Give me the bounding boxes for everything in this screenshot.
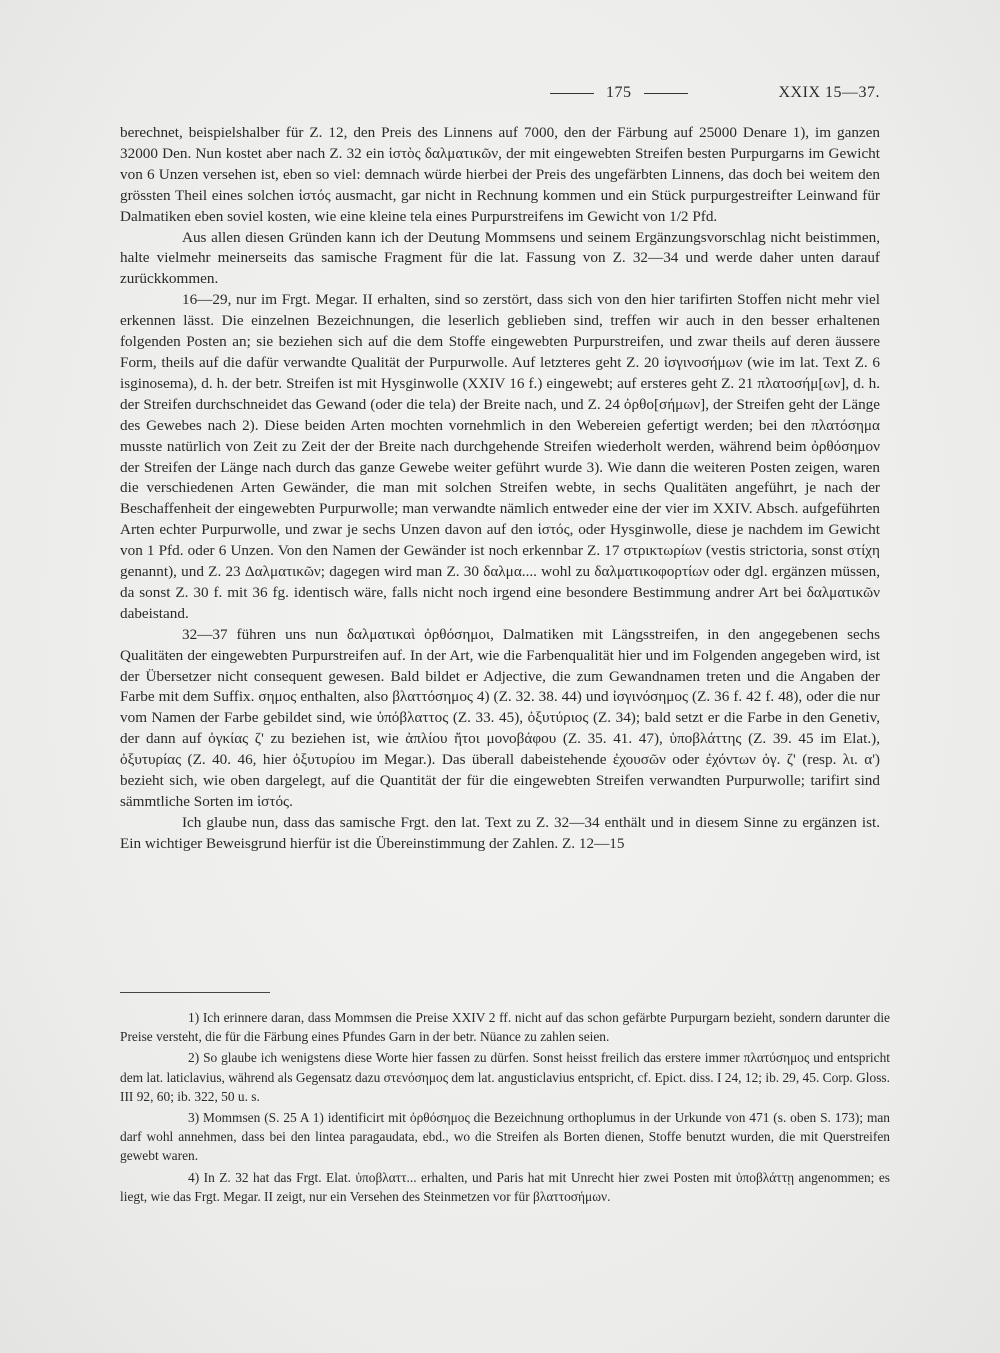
header-rule-left [550, 93, 594, 94]
main-text [120, 123, 880, 855]
page-number: 175 [606, 84, 632, 101]
footnote: 2) So glaube ich wenigstens diese Worte hier fassen zu dürfen. Sonst heisst freilich das erstere immer πλατύσημος und entspricht dem lat. laticlavius, während als Gegensatz dazu στενόσημος dem lat. angusticlavius entspricht, cf. Epict. diss. I 24, 12; ib. 29, 45. Corp. Gloss. III 92, 60; ib. 322, 50 u. s. [120, 1050, 890, 1104]
footnote-separator [120, 992, 270, 993]
footnote: 3) Mommsen (S. 25 A 1) identificirt mit ὀρθόσημος die Bezeichnung orthoplumus in der Urkunde von 471 (s. oben S. 173); man darf wohl annehmen, dass bei den lintea paragaudata, ebd., wo die Streifen als Borten dienen, Stoffe benutzt wurden, die mit Querstreifen gewebt waren. [120, 1110, 890, 1164]
paragraph: Aus allen diesen Gründen kann ich der Deutung Mommsens und seinem Ergänzungsvorschlag nicht beistimmen, halte vielmehr meinerseits das samische Fragment für die lat. Fassung von Z. 32—34 und werde daher unten darauf zurückkommen. [120, 228, 880, 288]
footnote: 1) Ich erinnere daran, dass Mommsen die Preise XXIV 2 ff. nicht auf das schon gefärbte Purpurgarn bezieht, sondern darunter die Preise versteht, die für die Färbung eines Pfundes Garn in der betr. Nüance zu zahlen seien. [120, 1010, 890, 1045]
footnote: 4) In Z. 32 hat das Frgt. Elat. ὑποβλαττ... erhalten, und Paris hat mit Unrecht hier zwei Posten mit ὑποβλάττῃ angenommen; es liegt, wie das Frgt. Megar. II zeigt, nur ein Versehen des Steinmetzen vor für βλαττοσήμων. [120, 1169, 890, 1204]
page-header [120, 84, 880, 106]
header-rule-right [644, 93, 688, 94]
page-number-group [550, 84, 688, 102]
paragraph: berechnet, beispielshalber für Z. 12, den Preis des Linnens auf 7000, den der Färbung auf 25000 Denare 1), im ganzen 32000 Den. Nun kostet aber nach Z. 32 ein ἱστὸς δαλματικῶν, der mit eingewebten Streifen besten Purpurgarns im Gewicht von 6 Unzen versehen ist, eben so viel: demnach würde hierbei der Preis des ungefärbten Linnens, das doch bei weitem den grössten Theil eines solchen ἱστός ausmacht, gar nicht in Rechnung kommen und ein Stück purpurgestreifter Leinwand für Dalmatiken eben soviel kosten, wie eine kleine tela eines Purpurstreifens im Gewicht von 1/2 Pfd. [120, 124, 880, 225]
paragraph: Ich glaube nun, dass das samische Frgt. den lat. Text zu Z. 32—34 enthält und in diesem Sinne zu ergänzen ist. Ein wichtiger Beweisgrund hierfür ist die Übereinstimmung der Zahlen. Z. 12—15 [120, 813, 880, 852]
footnotes [120, 1008, 890, 1208]
running-head: XXIX 15—37. [778, 84, 880, 101]
paragraph: 16—29, nur im Frgt. Megar. II erhalten, sind so zerstört, dass sich von den hier tarifirten Stoffen nicht mehr viel erkennen lässt. Die einzelnen Bezeichnungen, die leserlich geblieben sind, treffen wir auch in den besser erhaltenen folgenden Posten an; sie beziehen sich auf die dem Stoffe eingewebten Purpurstreifen, und zwar theils auf deren äussere Form, theils auf die dafür verwandte Qualität der Purpurwolle. Auf letzteres geht Z. 20 ἰσγινοσήμων (wie im lat. Text Z. 6 isginosema), d. h. der betr. Streifen ist mit Hysginwolle (XXIV 16 f.) eingewebt; auf ersteres geht Z. 21 πλατοσήμ[ων], d. h. der Streifen durchschneidet das Gewand (oder die tela) der Breite nach, und Z. 24 ὀρθο[σήμων], der Streifen geht der Länge des Gewebes nach 2). Diese beiden Arten mochten vornehmlich in den Webereien gefertigt werden; bei den πλατόσημα musste natürlich von Zeit zu Zeit der der Breite nach durchgehende Streifen wiederholt werden, während beim ὀρθόσημον der Streifen der Länge nach durch das ganze Gewebe weiter geführt wurde 3). Wie dann die weiteren Posten zeigen, waren die verschiedenen Arten Gewänder, die man mit solchen Streifen webte, in sechs Qualitäten angeführt, je nach der Beschaffenheit der eingewebten Purpurwolle; man verwandte nämlich entweder eine der vier im XXIV. Absch. aufgeführten Arten echter Purpurwolle, und zwar je sechs Unzen davon auf den ἱστός, oder Hysginwolle, diese je nachdem im Gewicht von 1 Pfd. oder 6 Unzen. Von den Namen der Gewänder ist noch erkennbar Z. 17 στρικτωρίων (vestis strictoria, sonst στίχη genannt), und Z. 23 Δαλματικῶν; dagegen wird man Z. 30 δαλμα.... wohl zu δαλματικοφορτίων oder dgl. ergänzen müssen, da sonst Z. 30 f. mit 36 fg. identisch wäre, falls nicht noch irgend eine besondere Bestimmung andrer Art bei δαλματικῶν dabeistand. [120, 291, 880, 622]
paragraph: 32—37 führen uns nun δαλματικαὶ ὀρθόσημοι, Dalmatiken mit Längsstreifen, in den angegebenen sechs Qualitäten der eingewebten Purpurstreifen auf. In der Art, wie die Farbenqualität hier und im Folgenden angegeben wird, ist der Übersetzer nicht consequent gewesen. Bald bildet er Adjective, die zum Gewandnamen treten und die Angaben der Farbe mit dem Suffix. σημος enthalten, also βλαττόσημος 4) (Z. 32. 38. 44) und ἰσγινόσημος (Z. 36 f. 42 f. 48), oder die nur vom Namen der Farbe gebildet sind, wie ὑπόβλαττος (Z. 33. 45), ὀξυτύριος (Z. 34); bald setzt er die Farbe in den Genetiv, der dann auf ὀγκίας ζ' zu beziehen ist, wie ἀπλίου ἤτοι μονοβάφου (Z. 35. 41. 47), ὑποβλάττης (Z. 39. 45 im Elat.), ὀξυτυρίας (Z. 40. 46, hier ὀξυτυρίου im Megar.). Das überall dabeistehende ἐχουσῶν oder ἐχόντων ὀγ. ζ' (resp. λι. α') bezieht sich, wie oben dargelegt, auf die Quantität der für die eingewebten Streifen verwandten Purpurwolle; tarifirt sind sämmtliche Sorten im ἱστός. [120, 625, 880, 810]
